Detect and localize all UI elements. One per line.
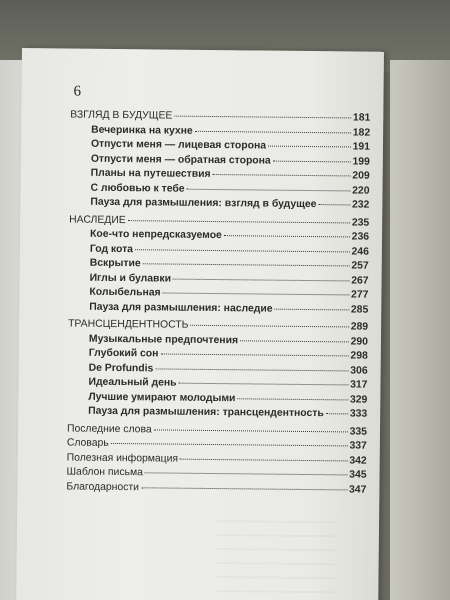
dot-leader <box>145 472 347 475</box>
toc-entry-page: 267 <box>351 274 369 287</box>
toc-entry-page: 209 <box>352 170 370 182</box>
dot-leader <box>143 263 350 266</box>
dot-leader <box>275 308 349 310</box>
toc-entry-page: 285 <box>350 303 369 316</box>
toc-entry-title: Пауза для размышления: наследие <box>89 301 273 315</box>
dot-leader <box>160 353 348 356</box>
dot-leader <box>326 413 348 414</box>
toc-entry-title: Вечеринка на кухне <box>91 124 193 137</box>
book-page <box>16 48 384 600</box>
toc-entry-page: 257 <box>351 260 369 272</box>
dot-leader <box>187 188 351 191</box>
toc-entry-title: Иглы и булавки <box>89 272 172 285</box>
toc-entry-page: 317 <box>350 379 368 391</box>
toc-entry-title: Пауза для размышления: трансцендентность <box>88 405 324 420</box>
toc-entry-title: ТРАНСЦЕНДЕНТНОСТЬ <box>68 318 189 331</box>
dot-leader <box>163 292 349 295</box>
toc-entry-title: Последние слова <box>66 422 152 435</box>
dot-leader <box>154 429 348 432</box>
toc-entry-page: 199 <box>352 155 370 168</box>
bleed-through-text <box>216 520 337 600</box>
toc-entry-title: Отпусти меня — лицевая сторона <box>90 138 267 152</box>
toc-entry-page: 335 <box>349 425 368 438</box>
toc-entry <box>67 404 367 422</box>
dot-leader <box>128 220 350 223</box>
toc-entry <box>68 300 368 318</box>
dot-leader <box>173 278 349 281</box>
dot-leader <box>155 368 348 371</box>
toc-entry-title: Вскрытие <box>89 257 141 270</box>
toc-entry-title: Год кота <box>89 243 134 255</box>
toc-entry-title: Шаблон письма <box>66 466 143 479</box>
dot-leader <box>240 340 349 342</box>
toc-entry-page: 333 <box>349 408 368 420</box>
toc-entry-page: 289 <box>350 321 369 333</box>
toc-entry-page: 232 <box>351 199 370 211</box>
dot-leader <box>318 204 350 205</box>
toc-entry-title: С любовью к тебе <box>90 182 185 195</box>
dot-leader <box>141 487 347 490</box>
dot-leader <box>111 443 348 446</box>
toc-entry-title: Кое-что непредсказуемое <box>89 228 222 242</box>
toc-entry-title: Словарь <box>66 437 109 449</box>
dot-leader <box>268 146 351 148</box>
toc-entry-page: 342 <box>349 454 367 467</box>
toc-entry-title: Идеальный день <box>88 376 177 389</box>
toc-entry-title: Колыбельная <box>89 286 161 299</box>
toc-entry-page: 235 <box>351 216 370 229</box>
toc-entry-title: Музыкальные предпочтения <box>88 333 239 346</box>
dot-leader <box>135 249 350 252</box>
toc-entry-page: 290 <box>350 335 369 348</box>
toc-entry-page: 191 <box>352 141 371 153</box>
toc-entry-page: 220 <box>352 184 370 197</box>
dot-leader <box>273 160 351 162</box>
toc-entry-title: Благодарности <box>66 480 140 493</box>
toc-entry-title: Глубокий сон <box>88 347 159 360</box>
dot-leader <box>179 383 349 386</box>
dot-leader <box>195 130 351 133</box>
toc-entry-title: НАСЛЕДИЕ <box>69 214 126 226</box>
toc-entry-title: Отпусти меня — обратная сторона <box>90 153 271 167</box>
toc-entry-page: 337 <box>349 440 367 452</box>
dot-leader <box>213 174 351 176</box>
dot-leader <box>190 325 348 328</box>
toc-entry-page: 329 <box>349 393 368 406</box>
toc-entry-page: 181 <box>352 112 371 124</box>
toc-entry-page: 298 <box>350 350 368 362</box>
toc-entry <box>66 480 366 498</box>
toc-entry-page: 277 <box>351 289 369 301</box>
toc-entry-page: 347 <box>348 483 367 496</box>
toc-entry-title: De Profundis <box>88 362 154 374</box>
toc-entry-page: 246 <box>351 245 369 258</box>
toc-entry-title: Полезная информация <box>66 451 179 465</box>
background-right-page <box>390 60 450 600</box>
toc-entry-page: 345 <box>349 469 367 481</box>
toc-entry-page: 182 <box>352 126 371 139</box>
toc-entry-title: ВЗГЛЯД В БУДУЩЕЕ <box>70 109 173 122</box>
toc-entry-page: 306 <box>350 364 368 377</box>
toc-entry-title: Лучшие умирают молодыми <box>88 391 236 404</box>
table-of-contents <box>66 109 370 498</box>
dot-leader <box>174 116 351 119</box>
toc-entry-title: Планы на путешествия <box>90 167 211 180</box>
page-number: 6 <box>73 83 82 100</box>
dot-leader <box>224 235 350 237</box>
dot-leader <box>237 398 348 400</box>
toc-entry-title: Пауза для размышления: взгляд в будущее <box>90 196 317 211</box>
toc-entry <box>69 196 369 214</box>
toc-entry-page: 236 <box>351 231 370 243</box>
dot-leader <box>180 458 347 461</box>
